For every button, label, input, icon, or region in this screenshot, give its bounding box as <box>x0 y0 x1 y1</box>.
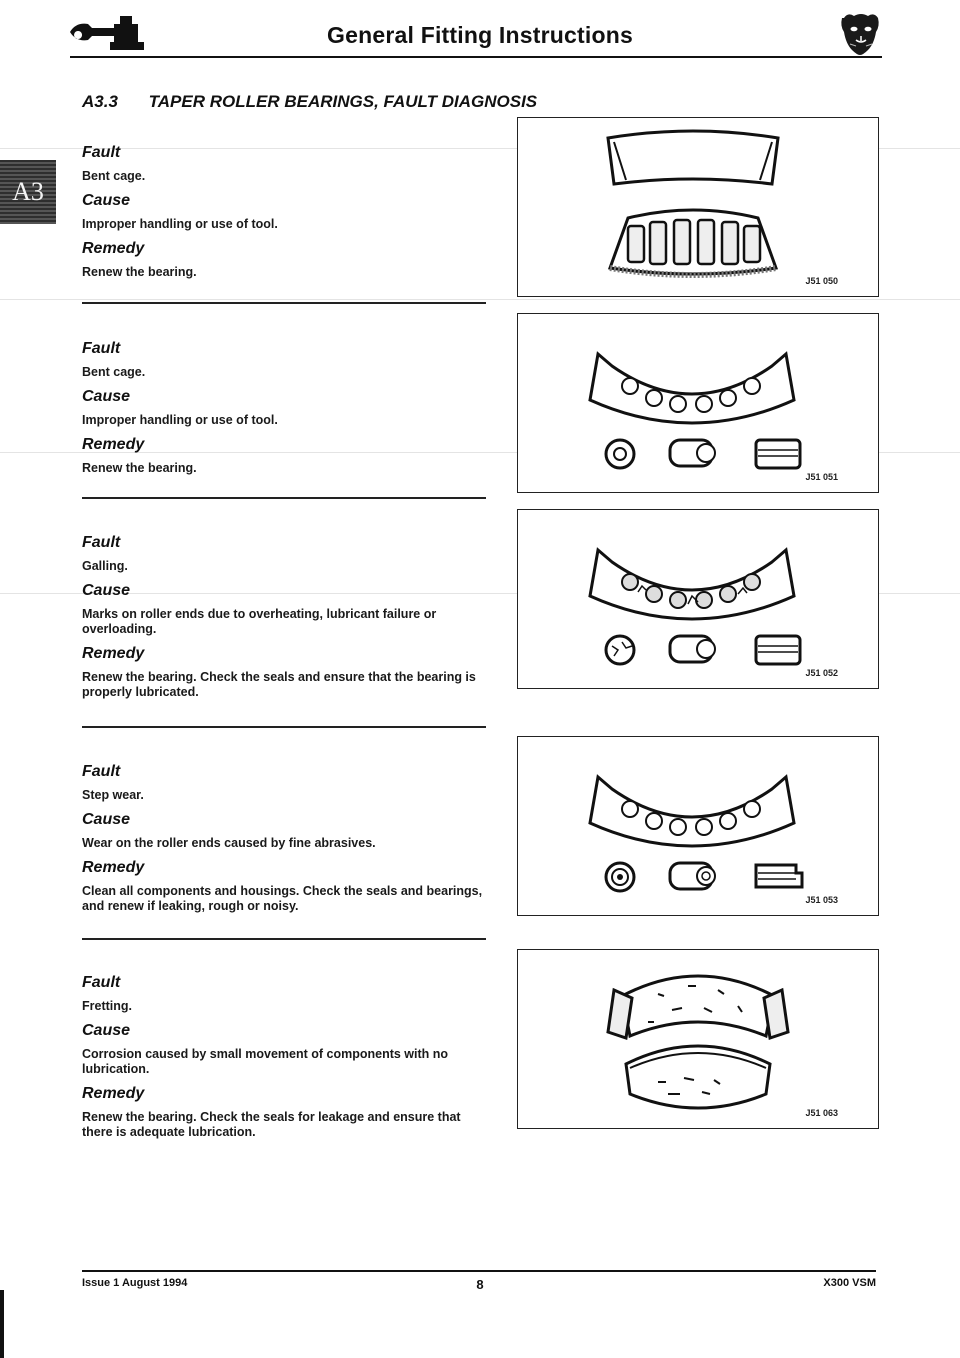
figure-reference: J51 053 <box>805 895 838 905</box>
remedy-text: Renew the bearing. <box>82 265 197 279</box>
header-rule <box>70 56 882 58</box>
fault-entry <box>82 534 486 708</box>
figure-reference: J51 051 <box>805 472 838 482</box>
remedy-text: Clean all components and housings. Check the seals and bearings, and renew if leaking, rough or noisy. <box>82 884 483 913</box>
fault-heading: Fault <box>82 763 121 780</box>
cause-heading: Cause <box>82 582 131 599</box>
figure-galling <box>517 509 879 689</box>
figure-bent-cage-rollers <box>517 313 879 493</box>
remedy-heading: Remedy <box>82 859 145 876</box>
fault-text: Fretting. <box>82 999 132 1013</box>
cause-heading: Cause <box>82 388 131 405</box>
entry-separator <box>82 302 486 304</box>
remedy-text: Renew the bearing. Check the seals for leakage and ensure that there is adequate lubrication. <box>82 1110 461 1139</box>
section-number: A3.3 <box>82 92 118 111</box>
manual-code: X300 VSM <box>823 1277 876 1289</box>
page-number: 8 <box>476 1277 484 1292</box>
binding-edge <box>0 1290 4 1358</box>
fault-entry <box>82 340 486 484</box>
section-heading <box>82 92 537 112</box>
fault-entry <box>82 763 486 922</box>
page-header-title: General Fitting Instructions <box>327 22 633 48</box>
entry-separator <box>82 497 486 499</box>
section-title: TAPER ROLLER BEARINGS, FAULT DIAGNOSIS <box>148 92 538 111</box>
cause-text: Improper handling or use of tool. <box>82 217 278 231</box>
issue-date: Issue 1 August 1994 <box>82 1277 188 1289</box>
figure-reference: J51 052 <box>805 668 838 678</box>
cause-text: Corrosion caused by small movement of components with no lubrication. <box>82 1047 449 1076</box>
fault-heading: Fault <box>82 974 121 991</box>
fault-text: Bent cage. <box>82 169 146 183</box>
cause-heading: Cause <box>82 811 131 828</box>
fault-entry <box>82 144 486 288</box>
jaguar-head-icon <box>838 10 884 61</box>
figure-reference: J51 063 <box>805 1108 838 1118</box>
remedy-heading: Remedy <box>82 645 145 662</box>
cause-text: Marks on roller ends due to overheating, lubricant failure or overloading. <box>82 607 437 636</box>
fault-heading: Fault <box>82 534 121 551</box>
figure-fretting <box>517 949 879 1129</box>
cause-text: Wear on the roller ends caused by fine abrasives. <box>82 836 376 850</box>
entry-separator <box>82 938 486 940</box>
remedy-heading: Remedy <box>82 240 145 257</box>
entry-separator <box>82 726 486 728</box>
remedy-heading: Remedy <box>82 436 145 453</box>
remedy-text: Renew the bearing. Check the seals and ensure that the bearing is properly lubricated. <box>82 670 476 699</box>
fault-text: Galling. <box>82 559 128 573</box>
fault-heading: Fault <box>82 340 121 357</box>
remedy-text: Renew the bearing. <box>82 461 197 475</box>
fault-entry <box>82 974 486 1148</box>
cause-heading: Cause <box>82 1022 131 1039</box>
figure-bent-cage-cup <box>517 117 879 297</box>
fault-text: Bent cage. <box>82 365 146 379</box>
fault-text: Step wear. <box>82 788 144 802</box>
scan-line <box>0 299 960 300</box>
footer-rule <box>82 1270 876 1272</box>
cause-heading: Cause <box>82 192 131 209</box>
fault-heading: Fault <box>82 144 121 161</box>
section-tab: A3 <box>0 160 56 224</box>
figure-reference: J51 050 <box>805 276 838 286</box>
remedy-heading: Remedy <box>82 1085 145 1102</box>
cause-text: Improper handling or use of tool. <box>82 413 278 427</box>
figure-step-wear <box>517 736 879 916</box>
